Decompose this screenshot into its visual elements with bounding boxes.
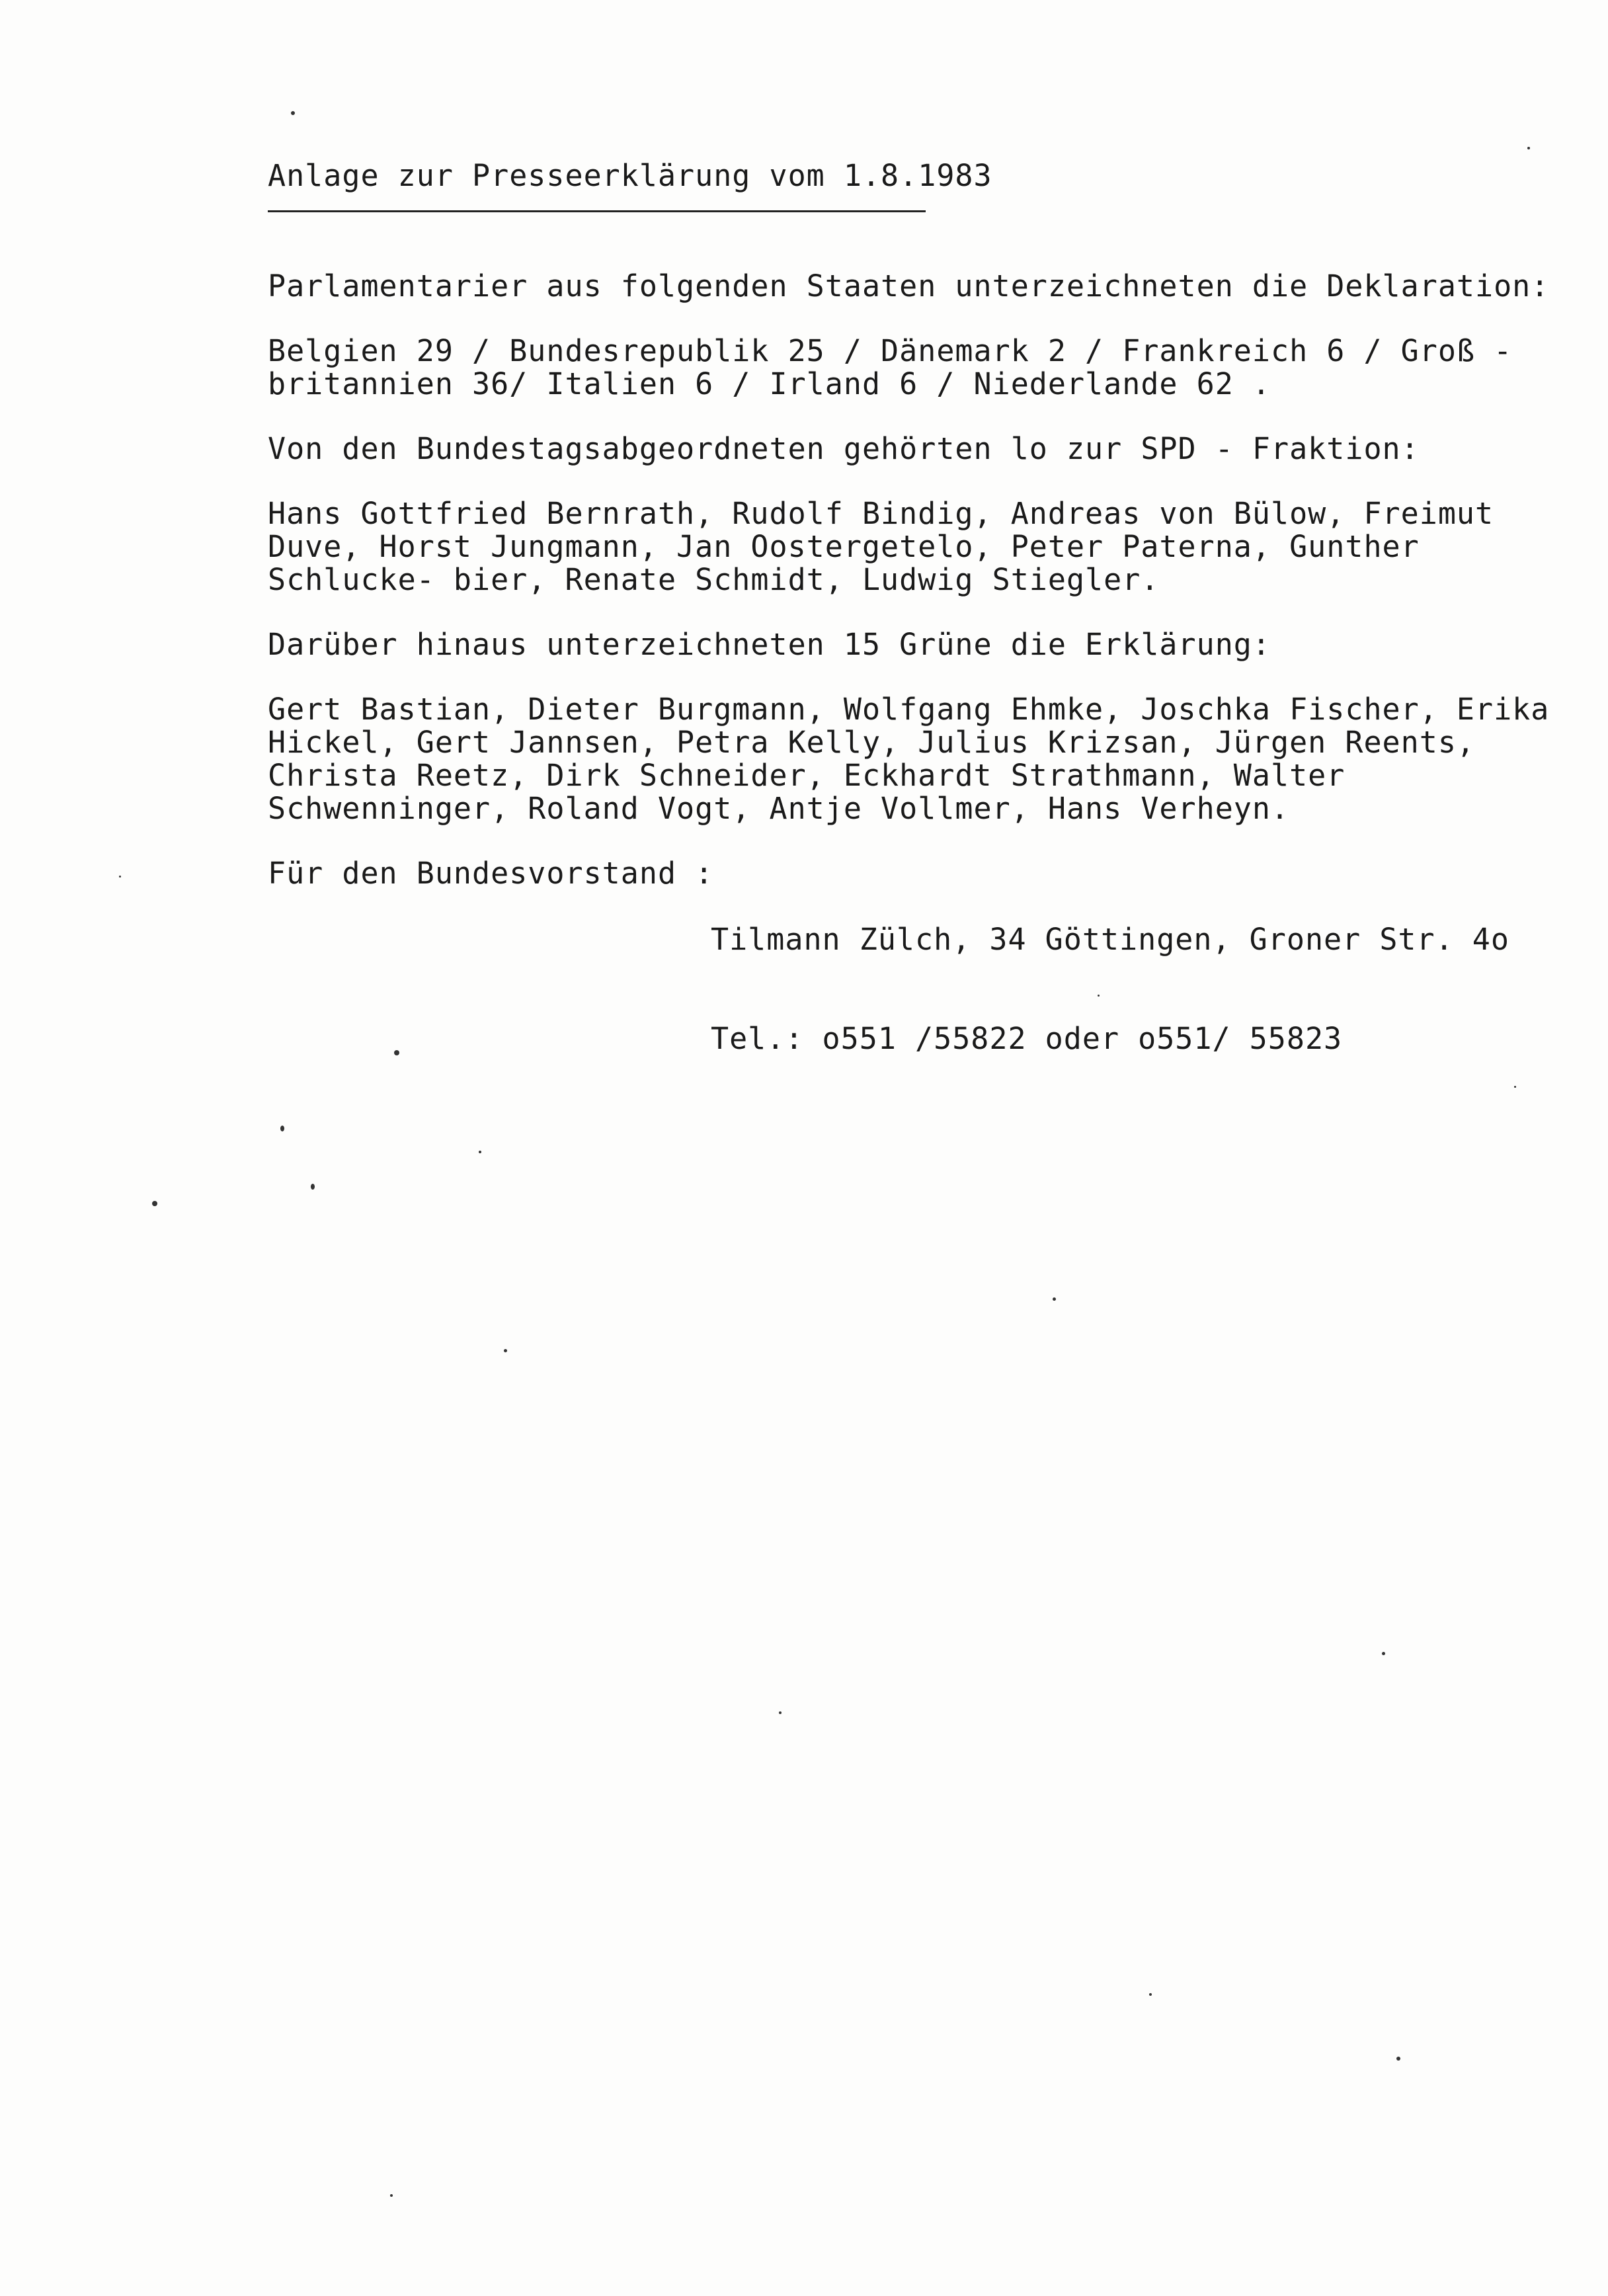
heading-underline	[268, 210, 926, 212]
document-body	[268, 268, 1568, 1122]
paragraph-spd-names: Hans Gottfried Bernrath, Rudolf Bindig, Andreas von Bülow, Freimut Duve, Horst Jungmann, Jan Oostergetelo, Peter Paterna, Gunther Schlucke- bier, Renate Schmidt, Ludwig Stiegler.	[268, 496, 1513, 597]
scan-speck	[1527, 147, 1530, 149]
contact-address: Tilmann Zülch, 34 Göttingen, Groner Str. 4o	[711, 922, 1509, 957]
scan-speck	[479, 1151, 481, 1153]
scan-speck	[390, 2194, 393, 2197]
paragraph-gruene-intro: Darüber hinaus unterzeichneten 15 Grüne die Erklärung:	[268, 627, 1271, 662]
scan-speck	[779, 1711, 782, 1714]
contact-details	[711, 857, 1509, 1122]
paragraph-gruene-names: Gert Bastian, Dieter Burgmann, Wolfgang Ehmke, Joschka Fischer, Erika Hickel, Gert Jannsen, Petra Kelly, Julius Krizsan, Jürgen Reents, Christa Reetz, Dirk Schneider, Eckhardt Strathmann, Walter Schwenninger, Roland Vogt, Antje Vollmer, Hans Verheyn.	[268, 692, 1568, 826]
document-heading: Anlage zur Presseerklärung vom 1.8.1983	[268, 158, 992, 193]
scan-speck	[1514, 1086, 1516, 1088]
scan-speck	[1382, 1652, 1385, 1655]
paragraph-intro: Parlamentarier aus folgenden Staaten unterzeichneten die Deklaration:	[268, 268, 1550, 304]
paragraph-countries: Belgien 29 / Bundesrepublik 25 / Dänemark 2 / Frankreich 6 / Groß - britannien 36/ Italien 6 / Irland 6 / Niederlande 62 .	[268, 333, 1531, 401]
scan-speck	[119, 876, 121, 878]
scan-speck	[291, 111, 295, 115]
scan-speck	[394, 1050, 399, 1055]
contact-block	[268, 857, 1564, 1122]
scan-speck	[1053, 1297, 1056, 1301]
contact-label: Für den Bundesvorstand :	[268, 856, 714, 891]
paragraph-spd-intro: Von den Bundestagsabgeordneten gehörten lo zur SPD - Fraktion:	[268, 431, 1420, 466]
scan-speck	[1098, 995, 1100, 997]
scan-speck	[152, 1201, 157, 1206]
scan-speck	[311, 1184, 315, 1190]
contact-phone: Tel.: o551 /55822 oder o551/ 55823	[711, 1021, 1343, 1056]
scan-speck	[1149, 1993, 1152, 1996]
scan-speck	[504, 1349, 507, 1352]
scan-speck	[280, 1126, 284, 1131]
scan-speck	[1396, 2057, 1400, 2061]
